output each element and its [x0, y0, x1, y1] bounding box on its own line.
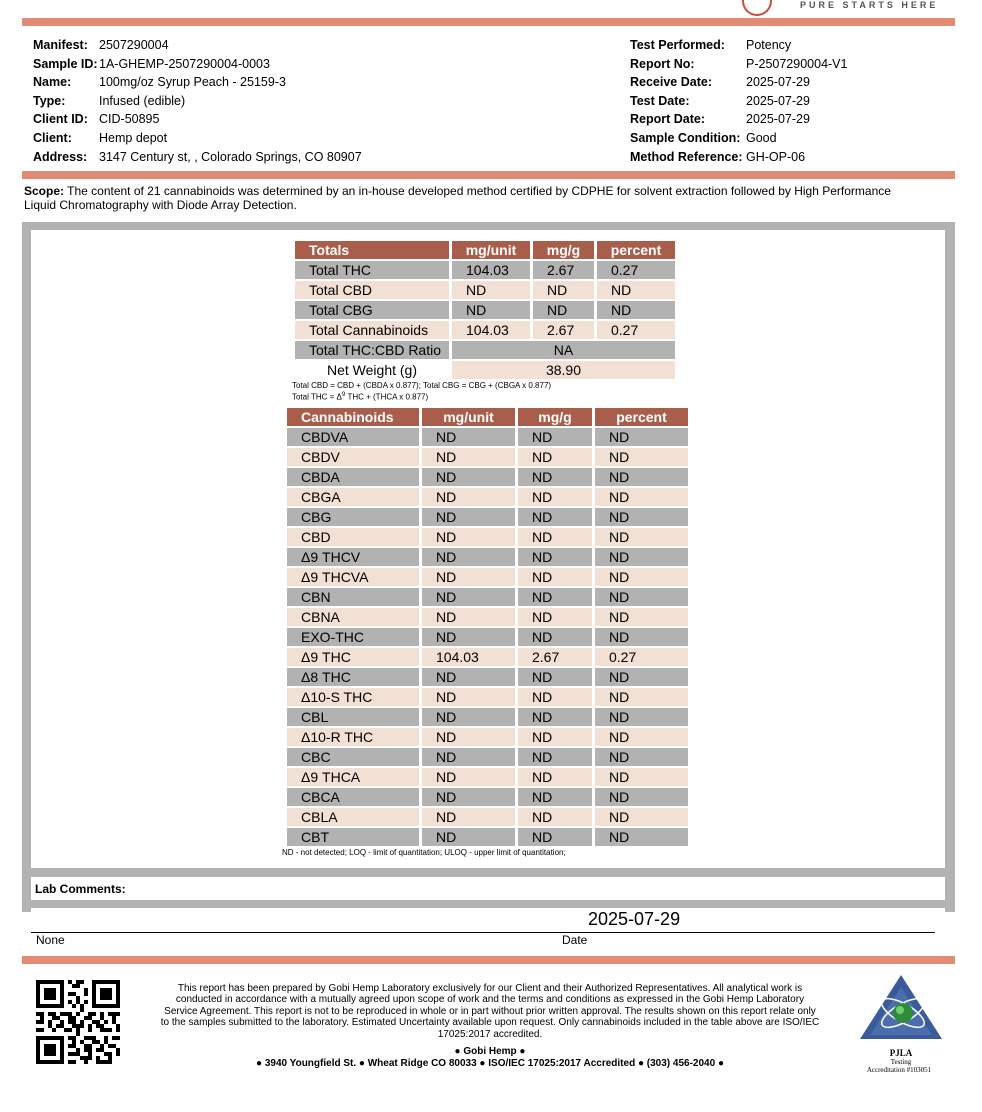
- top-divider: [22, 18, 955, 26]
- table-row: CBN ND ND ND: [287, 588, 688, 606]
- column-header: mg/unit: [452, 241, 530, 259]
- signature-box: [31, 908, 945, 946]
- info-row: Client: Hemp depot: [33, 130, 168, 145]
- table-row: CBD ND ND ND: [287, 528, 688, 546]
- info-row: Sample ID: 1A-GHEMP-2507290004-0003: [33, 56, 270, 71]
- table-row: CBG ND ND ND: [287, 508, 688, 526]
- table-row: CBC ND ND ND: [287, 748, 688, 766]
- table-row: Δ10-R THC ND ND ND: [287, 728, 688, 746]
- table-row: Total CBG ND ND ND: [295, 301, 675, 319]
- info-row: Sample Condition: Good: [630, 130, 777, 145]
- column-header: mg/g: [518, 408, 592, 426]
- disclaimer-text: This report has been prepared by Gobi Hemp Laboratory exclusively for our Client and their Authorized Representatives. All analytical work is conducted in accordance with a mutually agreed upon scope of work and the terms and conditions as expressed in the Gobi Hemp Laboratory Service Agreement. This report is not to be reproduced in whole or in part without prior written approval. The results shown on this report relate only to the samples submitted to the laboratory. Estimated Uncertainty available upon request. Only cannabinoids included in the table above are ISO/IEC 17025:2017 accredited.: [160, 983, 820, 1040]
- info-row: Method Reference: GH-OP-06: [630, 149, 806, 164]
- sample-info: [33, 36, 362, 166]
- ratio-row: Total THC:CBD Ratio NA: [295, 341, 675, 359]
- table-row: EXO-THC ND ND ND: [287, 628, 688, 646]
- scope-text: Scope: The content of 21 cannabinoids was determined by an in-house developed method certified by CDPHE for solvent extraction followed by High Performance Liquid Chromatography with Diode Array Detection.: [24, 184, 891, 212]
- signature-date: 2025-07-29: [588, 909, 681, 929]
- test-info: [630, 36, 847, 166]
- pjla-accreditation: Accreditation #103051: [866, 1066, 932, 1074]
- table-row: CBGA ND ND ND: [287, 488, 688, 506]
- abbreviation-legend: ND - not detected; LOQ - limit of quantitation; ULOQ - upper limit of quantitation;: [282, 848, 566, 857]
- cannabinoids-header: Cannabinoids: [287, 408, 419, 426]
- logo-tagline: PURE STARTS HERE: [800, 0, 939, 10]
- header-divider: [22, 171, 955, 179]
- table-row: CBDV ND ND ND: [287, 448, 688, 466]
- info-row: Test Date: 2025-07-29: [630, 93, 810, 108]
- column-header: percent: [595, 408, 688, 426]
- table-row: CBDVA ND ND ND: [287, 428, 688, 446]
- table-row: CBDA ND ND ND: [287, 468, 688, 486]
- table-row: Total CBD ND ND ND: [295, 281, 675, 299]
- info-row: Client ID: CID-50895: [33, 112, 160, 127]
- table-row: Δ9 THCV ND ND ND: [287, 548, 688, 566]
- thc-formula-note: Total THC = $\Delta^9$ THC + (THCA x 0.877): [292, 392, 429, 402]
- info-row: Receive Date: 2025-07-29: [630, 75, 810, 90]
- info-row: Report Date: 2025-07-29: [630, 112, 810, 127]
- signatory-name: None: [36, 933, 65, 947]
- net-weight-row: Net Weight (g) 38.90: [295, 361, 675, 379]
- table-row: Δ9 THCVA ND ND ND: [287, 568, 688, 586]
- footer-divider: [22, 956, 955, 964]
- column-header: mg/unit: [422, 408, 515, 426]
- logo-mark: [742, 0, 772, 16]
- info-row: Address: 3147 Century st, , Colorado Springs, CO 80907: [33, 149, 362, 164]
- cannabinoids-table: [284, 406, 691, 848]
- table-row: CBL ND ND ND: [287, 708, 688, 726]
- date-label: Date: [562, 933, 588, 947]
- signature-line: [31, 932, 935, 933]
- table-row: Δ10-S THC ND ND ND: [287, 688, 688, 706]
- lab-comments-box: [31, 877, 945, 900]
- totals-formula-note: Total CBD = CBD + (CBDA x 0.877); Total CBG = CBG + (CBGA x 0.877): [292, 381, 552, 390]
- address-line: ● 3940 Youngfield St. ● Wheat Ridge CO 80033 ● ISO/IEC 17025:2017 Accredited ● (303) 456-2040 ●: [256, 1058, 724, 1069]
- totals-header: Totals: [295, 241, 449, 259]
- pjla-sub: Testing: [890, 1058, 912, 1066]
- table-row: Δ9 THC 104.03 2.67 0.27: [287, 648, 688, 666]
- pjla-logo: [858, 973, 944, 1073]
- qr-code[interactable]: [36, 980, 120, 1064]
- info-row: Report No: P-2507290004-V1: [630, 56, 848, 71]
- table-row: CBCA ND ND ND: [287, 788, 688, 806]
- info-row: Manifest: 2507290004: [33, 38, 169, 52]
- table-row: Δ9 THCA ND ND ND: [287, 768, 688, 786]
- totals-table: [292, 239, 678, 381]
- table-row: Total THC 104.03 2.67 0.27: [295, 261, 675, 279]
- info-row: Test Performed: Potency: [630, 38, 792, 52]
- info-row: Type: Infused (edible): [33, 93, 186, 108]
- column-header: percent: [597, 241, 675, 259]
- table-row: CBNA ND ND ND: [287, 608, 688, 626]
- table-row: Total Cannabinoids 104.03 2.67 0.27: [295, 321, 675, 339]
- lab-comments-label: Lab Comments:: [35, 882, 126, 896]
- pjla-title: PJLA: [889, 1048, 913, 1058]
- table-row: CBLA ND ND ND: [287, 808, 688, 826]
- info-row: Name: 100mg/oz Syrup Peach - 25159-3: [33, 75, 286, 90]
- company-line: ● Gobi Hemp ●: [454, 1046, 526, 1057]
- table-row: Δ8 THC ND ND ND: [287, 668, 688, 686]
- column-header: mg/g: [533, 241, 594, 259]
- table-row: CBT ND ND ND: [287, 828, 688, 846]
